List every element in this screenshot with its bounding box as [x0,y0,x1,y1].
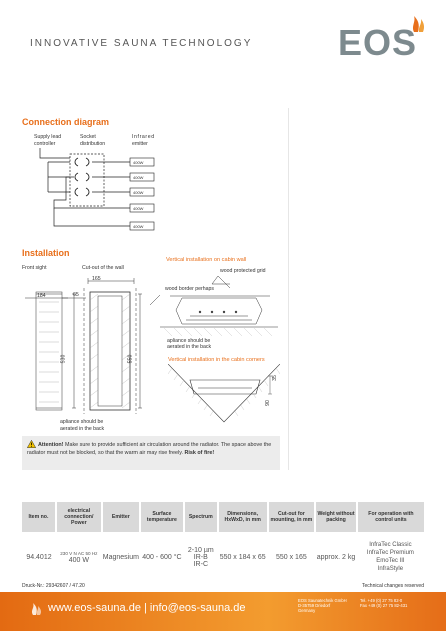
print-number: Druck-Nr.: 29342607 / 47.20 [22,583,85,589]
footer-address-line: EOS Saunatechnik GmbH [298,598,347,603]
cell-connection-voltage: 230 V N AC 50 Hz [60,550,98,556]
footer-contact [360,598,407,608]
spec-table [22,502,424,582]
supply-label-1: Supply lead [34,134,62,140]
attention-label: Attention! [38,442,64,448]
risk-of-fire: Risk of fire! [184,449,215,456]
dim-530: 530 [60,354,67,364]
th-dimensions: Dimensions, HxWxD, in mm [218,502,268,532]
flame-icon [30,601,42,615]
cell-cutout: 550 x 165 [275,553,307,561]
infrared-label-2: emitter [132,141,148,147]
control-unit: EmoTec III [376,558,405,564]
corner-mount-drawing [168,364,280,426]
footer-fax: Fax +49 (0) 27 75 82-431 [360,603,408,609]
technical-changes: Technical changes reserved [362,583,424,589]
vertical-corner-title: Vertical installation in the cabin corners [168,357,265,363]
control-unit: InfraTec Classic [369,542,412,548]
footer-address [298,598,347,614]
spectrum-range: 2-10 µm [187,546,214,554]
infrared-label-1: Infrared [132,134,155,140]
vertical-wall-title: Vertical installation on cabin wall [166,257,247,263]
th-item-no: Item no. [22,502,56,532]
cell-spectrum [184,532,218,582]
connection-diagram-title: Connection diagram [22,117,110,127]
apliance-note-small-1: apliance should be [167,338,211,344]
cell-weight: approx. 2 kg [316,553,356,561]
cell-item-no: 94.4012 [26,553,52,561]
th-cutout: Cut-out for mounting, in mm [268,502,316,532]
table-row [22,532,424,582]
cell-surface-temp: 400 - 600 °C [142,553,182,561]
emitter-label-3: 400W [133,190,144,195]
dim-165: 165 [92,276,101,282]
socket-label-1: Socket [80,134,96,140]
emitter-label-5: 400W [133,224,144,229]
cell-power: 400 W [68,556,89,564]
th-control-units: For operation with control units [357,502,424,532]
th-emitter: Emitter [102,502,140,532]
connection-diagram [30,148,170,240]
dim-90: 90 [264,400,271,406]
th-spectrum: Spectrum [184,502,218,532]
logo-text: EOS [338,22,418,63]
attention-box [22,436,280,470]
cutout-label: Cut-out of the wall [82,265,124,271]
wall-mount-drawing [150,270,280,340]
dim-65: 65 [73,292,79,298]
wood-grid-label: wood protected grid [220,268,266,274]
apliance-note-2: aerated in the back [60,426,105,432]
th-connection: electrical connection/ Power [56,502,102,532]
footer-address-line: D-35759 Driedorf [298,603,331,609]
control-unit: InfraStyle [377,566,404,572]
spectrum-irb: IR-B [193,553,208,561]
th-surface-temp: Surface temperature [140,502,184,532]
control-unit: InfraTec Premium [366,550,414,556]
dim-550: 550 [127,354,134,364]
cell-connection [56,532,102,582]
emitter-label-2: 400W [133,175,144,180]
th-weight: Weight without packing [315,502,357,532]
warning-icon [27,440,36,448]
emitter-label-4: 400W [133,206,144,211]
header-tagline: INNOVATIVE SAUNA TECHNOLOGY [30,38,253,49]
emitter-label-1: 400W [133,160,144,165]
attention-text: Make sure to provide sufficient air circulation around the radiator. The space above the radiator must not be blocked, so that the warm air may rise freely. [27,442,272,456]
supply-label-2: controller [34,141,56,147]
footer-url[interactable]: www.eos-sauna.de | info@eos-sauna.de [48,602,246,614]
column-divider [288,108,289,470]
cell-dimensions: 550 x 184 x 65 [219,553,266,561]
footer-address-line: Germany [298,608,316,614]
wood-border-label: wood border perhaps [165,286,215,292]
eos-logo [338,12,428,64]
cell-emitter: Magnesium [102,553,139,561]
table-header-row [22,502,424,532]
socket-label-2: distribution [80,141,106,147]
installation-title: Installation [22,248,70,258]
dim-35: 35 [271,375,278,381]
spectrum-irc: IR-C [193,560,208,568]
dim-184: 184 [37,293,46,299]
apliance-note-1: apliance should be [60,419,104,425]
apliance-note-small-2: aerated in the back [167,344,212,350]
footer-tel: Tel. +49 (0) 27 75 82-0 [360,598,403,603]
front-sight-label: Front sight [22,265,47,271]
cell-control-units [357,532,424,582]
